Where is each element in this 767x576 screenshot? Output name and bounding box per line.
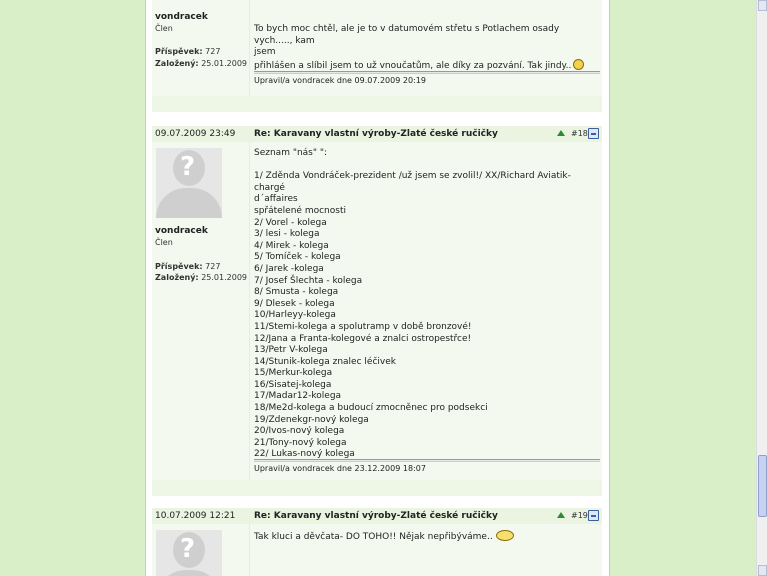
- post-count: [155, 47, 220, 56]
- post-gap: [152, 96, 602, 112]
- smiley-icon: [573, 59, 584, 70]
- post-date: 10.07.2009 12:21: [155, 511, 236, 521]
- message-line: [254, 530, 600, 544]
- smiley-icon: [496, 530, 514, 541]
- post-author[interactable]: vondracek: [155, 12, 208, 22]
- content-border-right: [609, 0, 610, 576]
- message-line: 8/ Smusta - kolega: [254, 287, 339, 298]
- post-separator: [249, 0, 250, 96]
- scroll-down-button[interactable]: [758, 565, 767, 576]
- default-avatar-icon: [156, 530, 222, 576]
- post-count-label: Příspěvek:: [155, 262, 203, 271]
- arrow-up-icon[interactable]: [557, 130, 565, 136]
- post-header: [152, 508, 602, 524]
- arrow-up-icon[interactable]: [557, 512, 565, 518]
- message-line: To bych moc chtěl, ale je to v datumovém střetu s Potlachem osady vych....., kam: [254, 24, 560, 46]
- join-date-value: 25.01.2009: [201, 59, 247, 68]
- message-line: 7/ Josef Šlechta - kolega: [254, 275, 363, 286]
- post-message: [254, 530, 600, 544]
- post-separator: [249, 524, 250, 576]
- post-count-label: Příspěvek:: [155, 47, 203, 56]
- message-line-text: Tak kluci a děvčata- DO TOHO!! Nějak nepřibýváme..: [254, 532, 493, 542]
- print-icon[interactable]: [588, 510, 599, 521]
- message-line: 16/Sisatej-kolega: [254, 379, 332, 390]
- post-author-rank: Člen: [155, 238, 173, 247]
- message-line: 11/Stemi-kolega a spolutramp v době bronzové!: [254, 321, 472, 332]
- post-gap: [152, 480, 602, 496]
- avatar-question-mark: ?: [180, 534, 196, 564]
- message-line: 12/Jana a Franta-kolegové a znalci ostropestřce!: [254, 333, 472, 344]
- join-date: [155, 59, 247, 68]
- join-date-label: Založený:: [155, 59, 199, 68]
- message-line: 22/ Lukas-nový kolega: [254, 449, 355, 460]
- message-line: 13/Petr V-kolega: [254, 345, 328, 356]
- post-header: [152, 126, 602, 142]
- message-line: d´affaires: [254, 194, 298, 205]
- message-line: 2/ Vorel - kolega: [254, 217, 327, 228]
- edit-note: Upravil/a vondracek dne 23.12.2009 18:07: [254, 464, 426, 473]
- post-18: [152, 126, 602, 480]
- join-date-value: 25.01.2009: [201, 273, 247, 282]
- message-line: 20/Ivos-nový kolega: [254, 426, 345, 437]
- post-count: [155, 262, 220, 271]
- message-line: 6/ Jarek -kolega: [254, 263, 324, 274]
- message-line: 14/Stunik-kolega znalec léčivek: [254, 356, 396, 367]
- join-date-label: Založený:: [155, 273, 199, 282]
- message-line: 18/Me2d-kolega a budoucí zmocněnec pro podsekci: [254, 403, 488, 414]
- edit-note: Upravil/a vondracek dne 09.07.2009 20:19: [254, 76, 426, 85]
- message-line: 4/ Mirek - kolega: [254, 240, 329, 251]
- post-author-rank: Člen: [155, 24, 173, 33]
- post-title[interactable]: Re: Karavany vlastní výroby-Zlaté české ručičky: [254, 511, 498, 521]
- message-line: 15/Merkur-kolega: [254, 368, 333, 379]
- message-line: 10/Harleyy-kolega: [254, 310, 336, 321]
- message-line: 9/ Dlesek - kolega: [254, 298, 335, 309]
- message-line: 3/ lesi - kolega: [254, 229, 320, 240]
- message-line: jsem: [254, 47, 276, 58]
- message-line: Seznam "nás" ":: [254, 148, 328, 158]
- message-line: 17/Madar12-kolega: [254, 391, 342, 402]
- signature-divider: [254, 71, 600, 74]
- print-icon[interactable]: [588, 128, 599, 139]
- message-line: 21/Tony-nový kolega: [254, 437, 347, 448]
- avatar-body: [156, 188, 222, 218]
- signature-divider: [254, 459, 600, 462]
- post-17: [152, 0, 602, 96]
- message-line: [254, 160, 600, 172]
- post-message: [254, 24, 600, 72]
- scroll-thumb[interactable]: [758, 455, 767, 517]
- post-19: [152, 508, 602, 576]
- message-line: 1/ Zděnda Vondráček-prezident /už jsem se zvolil!/ XX/Richard Aviatik-chargé: [254, 171, 571, 193]
- post-title[interactable]: Re: Karavany vlastní výroby-Zlaté české ručičky: [254, 129, 498, 139]
- message-line-text: přihlášen a slíbil jsem to už vnoučatům, ale díky za pozvání. Tak jindy..: [254, 60, 572, 71]
- default-avatar-icon: [156, 148, 222, 214]
- post-number[interactable]: #19: [571, 511, 588, 520]
- post-number[interactable]: #18: [571, 129, 588, 138]
- join-date: [155, 273, 247, 282]
- avatar-body: [156, 570, 222, 576]
- post-separator: [249, 142, 250, 480]
- post-message: [254, 148, 600, 461]
- post-date: 09.07.2009 23:49: [155, 129, 236, 139]
- message-line: spřátelené mocnosti: [254, 205, 346, 216]
- post-author[interactable]: vondracek: [155, 226, 208, 236]
- scroll-up-button[interactable]: [758, 0, 767, 11]
- avatar-question-mark: ?: [180, 152, 196, 182]
- post-count-value: 727: [205, 47, 221, 56]
- post-count-value: 727: [205, 262, 221, 271]
- message-line: 19/Zdenekgr-nový kolega: [254, 414, 369, 425]
- message-line: 5/ Tomíček - kolega: [254, 252, 341, 263]
- vertical-scrollbar[interactable]: [756, 0, 767, 576]
